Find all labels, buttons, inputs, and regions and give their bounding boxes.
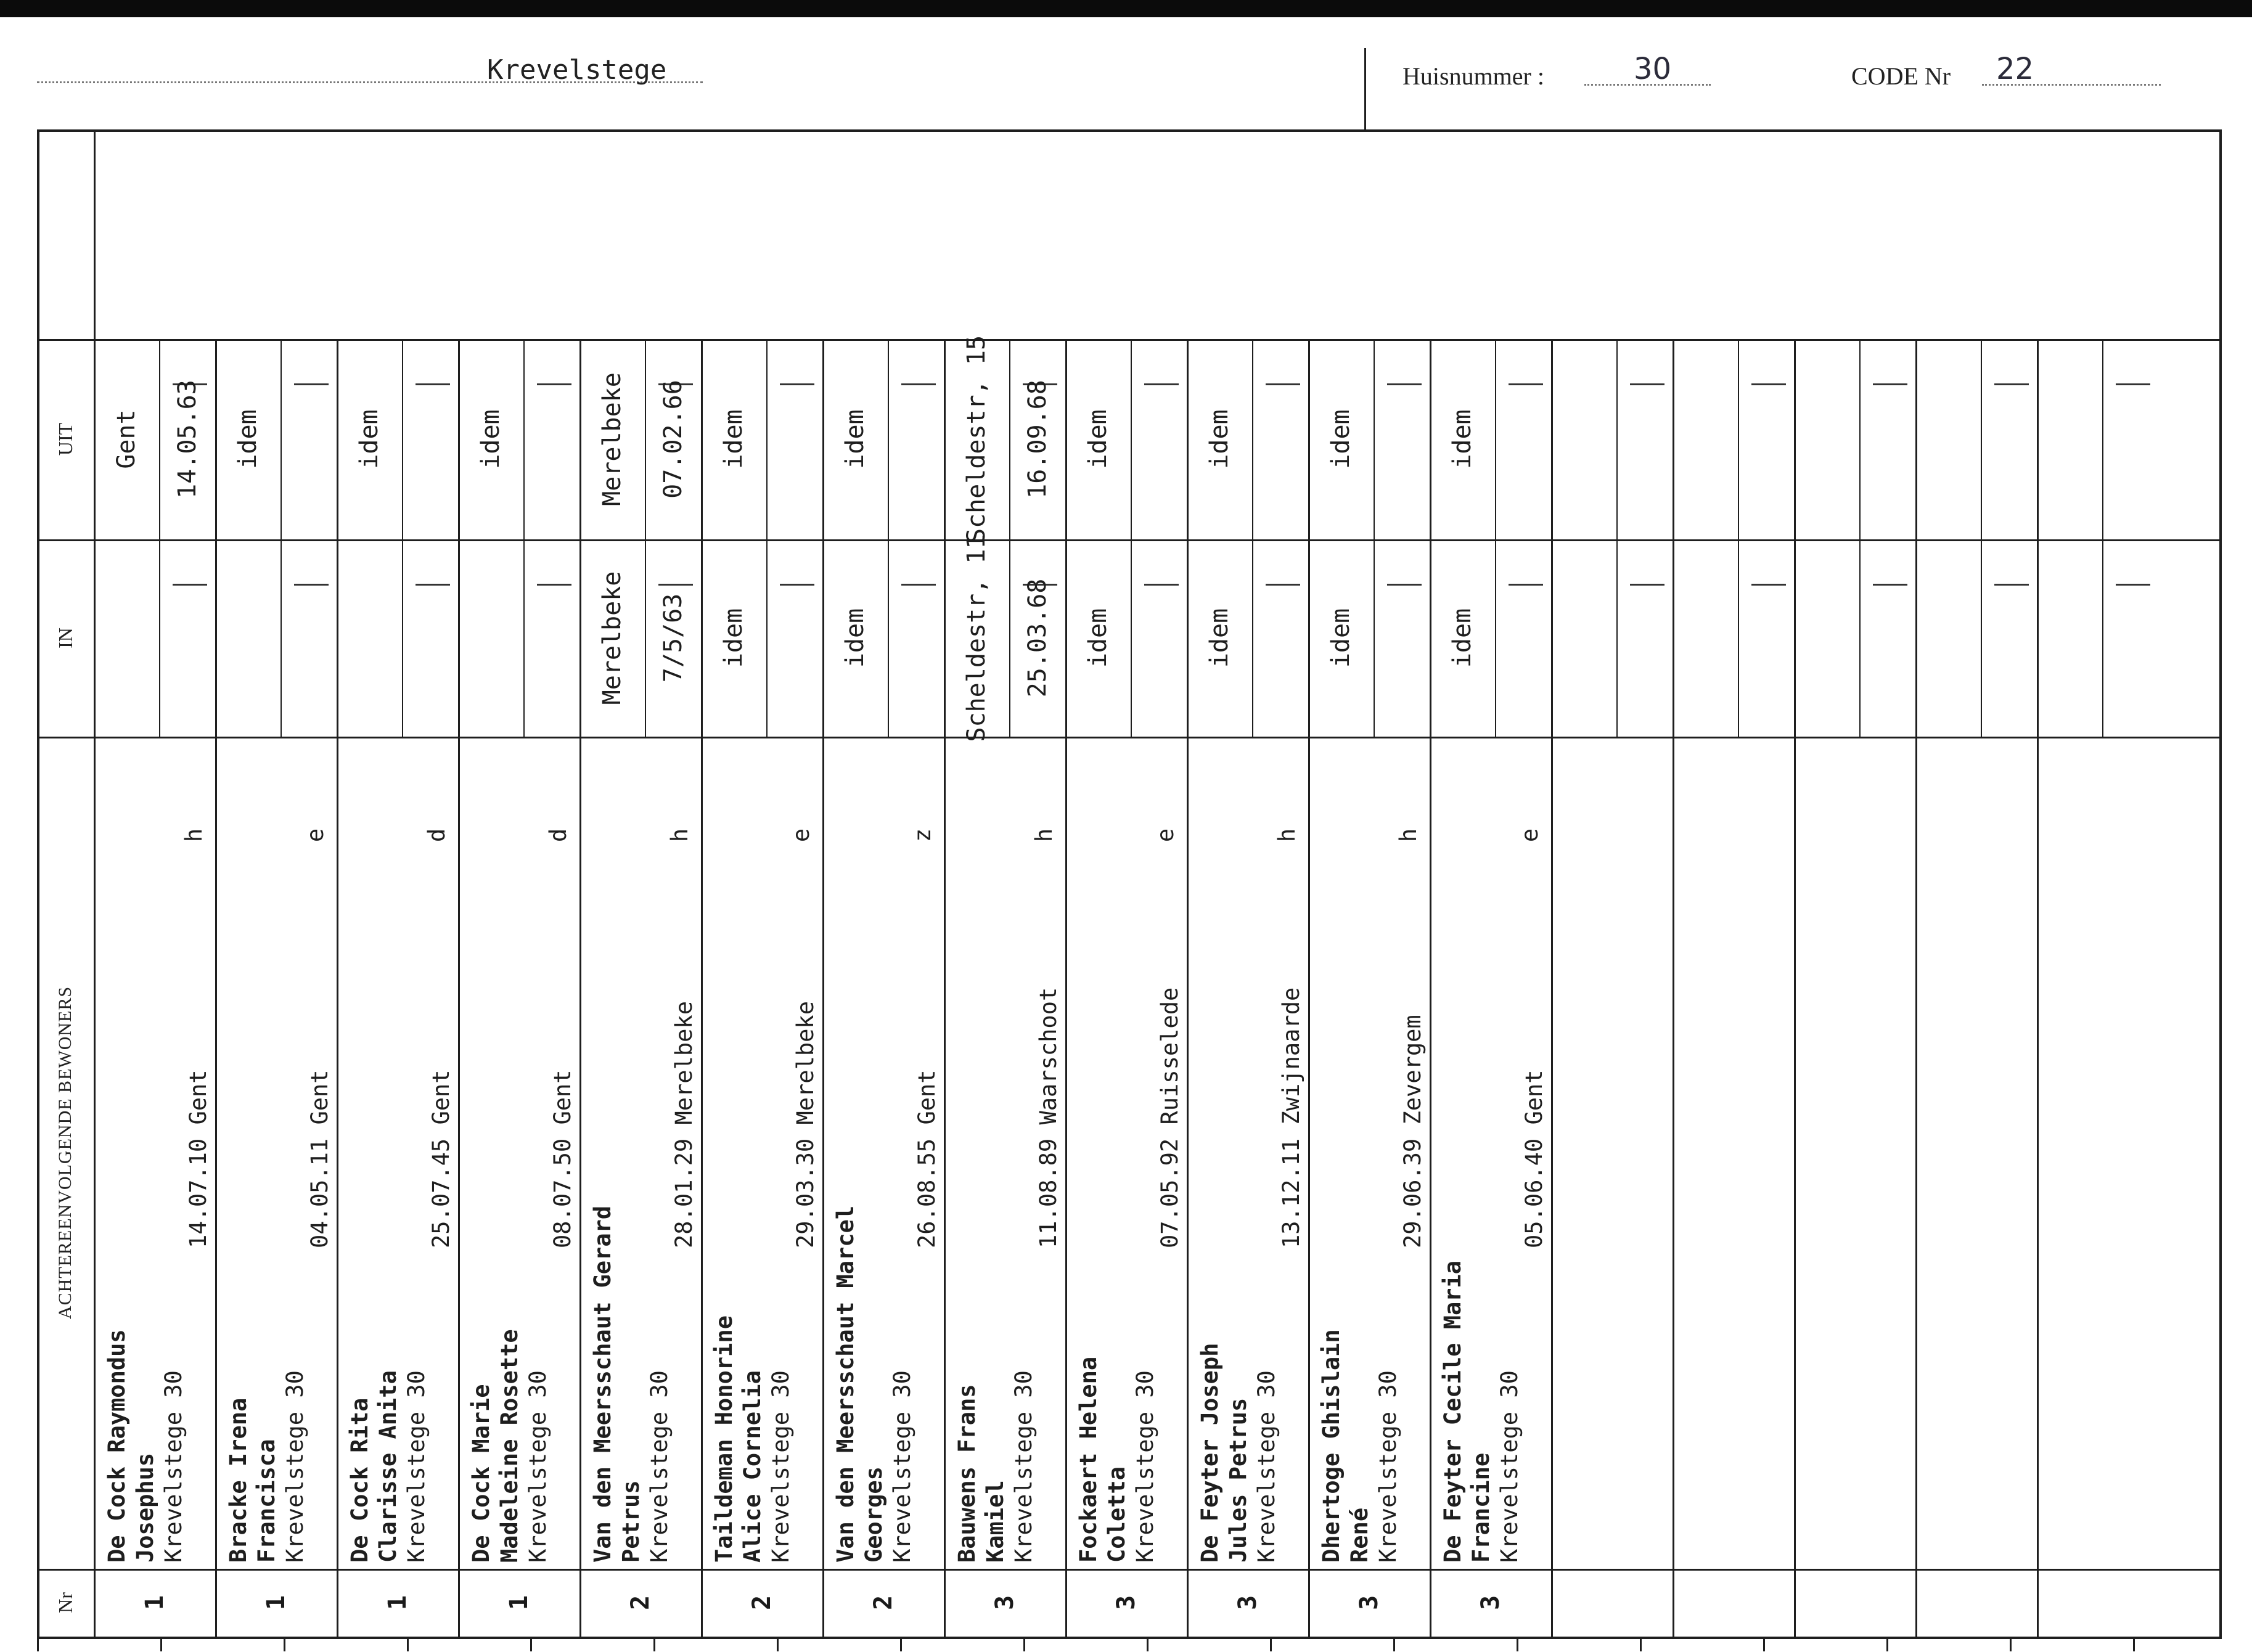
- column-label-in: [37, 539, 94, 737]
- resident-mark: [543, 737, 573, 934]
- resident-mark: [1514, 737, 1545, 934]
- resident-name-line-1-text: De Feyter Cecile Maria: [1439, 1260, 1466, 1563]
- in-empty-dash: [1994, 584, 2029, 586]
- resident-in-date: [1131, 539, 1187, 737]
- resident-mark: [1271, 737, 1302, 934]
- resident-name-line-1: [1317, 737, 1345, 1563]
- resident-uit-place: [944, 335, 1009, 544]
- resident-nr: [944, 1569, 1065, 1637]
- resident-mark: [1028, 737, 1059, 934]
- resident-mark: [300, 737, 330, 934]
- resident-in-date: [402, 539, 458, 737]
- resident-birth-text: 11.08.89 Waarschoot: [1034, 987, 1062, 1248]
- in-split-15: [1981, 539, 1982, 737]
- resident-mark-text: d: [544, 828, 571, 843]
- resident-name-line-1-text: De Feyter Joseph: [1196, 1343, 1223, 1563]
- resident-uit-place: [337, 339, 402, 539]
- column-label-residents: [37, 737, 94, 1569]
- resident-uit-date: [1374, 339, 1430, 539]
- resident-uit-date: [645, 339, 701, 539]
- bottom-ruler-tick: [1270, 1639, 1272, 1651]
- scan-top-border: [0, 0, 2252, 17]
- resident-name-line-2-text: Francine: [1467, 1452, 1494, 1563]
- resident-name-line-2: [495, 737, 523, 1563]
- resident-name-line-1: [224, 737, 252, 1563]
- column-label-nr-text: Nr: [54, 1592, 76, 1613]
- resident-name-line-2-text: Coletta: [1103, 1466, 1130, 1563]
- resident-name-line-1-text: Bracke Irena: [224, 1397, 252, 1563]
- resident-name-line-2-text: Clarisse Anita: [374, 1370, 401, 1563]
- resident-nr-text: 3: [1354, 1595, 1383, 1611]
- resident-name-line-1-text: Van den Meersschaut Gerard: [589, 1205, 616, 1563]
- resident-nr: [337, 1569, 458, 1637]
- bottom-ruler-tick: [1393, 1639, 1395, 1651]
- resident-name-line-1: [952, 737, 981, 1563]
- resident-name-line-2-text: Georges: [860, 1466, 887, 1563]
- bottom-ruler-tick: [1886, 1639, 1888, 1651]
- resident-uit-place: [1308, 339, 1374, 539]
- resident-uit-place: [1187, 339, 1252, 539]
- bottom-ruler-tick: [1023, 1639, 1025, 1651]
- resident-name-line-1-text: Taildeman Honorine: [710, 1315, 737, 1563]
- resident-in-place-text: idem: [1448, 608, 1476, 668]
- resident-birth-text: 28.01.29 Merelbeke: [670, 1001, 697, 1248]
- in-split-13: [1738, 539, 1739, 737]
- resident-nr-text: 1: [140, 1595, 169, 1611]
- resident-birth-text: 14.07.10 Gent: [184, 1069, 211, 1248]
- resident-name-line-1-text: De Cock Rita: [346, 1397, 373, 1563]
- resident-uit-date-text: 16.09.68: [1023, 380, 1052, 499]
- resident-in-place-text: idem: [1205, 608, 1234, 668]
- bottom-ruler-tick: [2010, 1639, 2012, 1651]
- column-label-uit: [37, 339, 94, 539]
- resident-name-line-1: [1195, 737, 1224, 1563]
- resident-name-line-3-text: Krevelstege 30: [281, 1370, 308, 1563]
- uit-empty-dash: [1630, 383, 1664, 385]
- resident-in-place-text: idem: [719, 608, 748, 668]
- resident-mark-text: e: [1516, 828, 1543, 843]
- resident-nr: [701, 1569, 822, 1637]
- column-divider-14: [1794, 339, 1796, 1637]
- resident-in-date: [645, 539, 701, 737]
- resident-mark: [907, 737, 938, 934]
- resident-nr: [579, 1569, 701, 1637]
- resident-in-place: [1430, 539, 1495, 737]
- resident-mark-text: e: [301, 828, 329, 843]
- resident-name-line-2-text: Petrus: [617, 1480, 644, 1563]
- in-split-14: [1859, 539, 1861, 737]
- house-number-label: Huisnummer :: [1402, 62, 1544, 90]
- resident-nr: [1308, 1569, 1430, 1637]
- resident-in-date: [159, 539, 215, 737]
- resident-name-line-3-text: Krevelstege 30: [1253, 1370, 1280, 1563]
- resident-mark-text: d: [423, 828, 450, 843]
- resident-name-line-2-text: Jules Petrus: [1224, 1397, 1251, 1563]
- resident-nr: [215, 1569, 337, 1637]
- resident-in-date-text: 7/5/63: [658, 593, 687, 683]
- resident-name-line-2-text: Kamiel: [981, 1480, 1009, 1563]
- resident-mark-text: e: [1152, 828, 1179, 843]
- uit-empty-dash: [2116, 383, 2150, 385]
- code-number-value: 22: [1996, 52, 2034, 86]
- resident-uit-place-text: idem: [1205, 409, 1234, 469]
- resident-uit-place-text: Scheldestr, 15: [962, 335, 991, 544]
- resident-nr-text: 3: [1112, 1595, 1140, 1611]
- resident-uit-place-text: idem: [477, 409, 505, 469]
- resident-name-line-2: [131, 737, 159, 1563]
- resident-name-line-1-text: Fockaert Helena: [1075, 1356, 1102, 1563]
- resident-mark-text: e: [787, 828, 814, 843]
- resident-uit-place-text: idem: [841, 409, 869, 469]
- resident-nr-text: 3: [1233, 1595, 1262, 1611]
- resident-nr: [94, 1569, 215, 1637]
- resident-name-line-2: [738, 737, 766, 1563]
- resident-name-line-1: [588, 737, 616, 1563]
- resident-birth-text: 26.08.55 Gent: [913, 1069, 940, 1248]
- resident-uit-place-text: idem: [1448, 409, 1476, 469]
- uit-split-15: [1981, 339, 1982, 539]
- uit-empty-dash: [1751, 383, 1786, 385]
- bottom-ruler-tick: [1640, 1639, 1642, 1651]
- resident-uit-place-text: idem: [355, 409, 383, 469]
- resident-mark: [1150, 737, 1181, 934]
- resident-name-line-2: [981, 737, 1009, 1563]
- resident-in-date-text: 25.03.68: [1023, 578, 1052, 698]
- resident-in-date: [280, 539, 337, 737]
- house-number-value: 30: [1634, 52, 1672, 86]
- resident-birth-text: 04.05.11 Gent: [306, 1069, 333, 1248]
- resident-birth-text: 29.06.39 Zevergem: [1399, 1015, 1426, 1248]
- uit-split-12: [1616, 339, 1618, 539]
- resident-in-place: [215, 539, 280, 737]
- resident-uit-date: [1252, 339, 1308, 539]
- resident-name-line-2-text: Josephus: [131, 1452, 158, 1563]
- resident-mark: [785, 737, 816, 934]
- resident-nr: [1065, 1569, 1187, 1637]
- resident-in-date: [1009, 539, 1065, 737]
- resident-in-place: [701, 539, 766, 737]
- resident-uit-date: [1131, 339, 1187, 539]
- header-divider: [1364, 48, 1366, 131]
- column-divider-15: [1915, 339, 1917, 1637]
- resident-in-place: [94, 539, 159, 737]
- column-divider-13: [1673, 339, 1674, 1637]
- resident-name-line-2: [1224, 737, 1252, 1563]
- resident-uit-place: [822, 339, 888, 539]
- resident-uit-place-text: idem: [234, 409, 262, 469]
- resident-name-line-2: [1467, 737, 1495, 1563]
- in-empty-dash: [1873, 584, 1907, 586]
- column-divider-12: [1551, 339, 1553, 1637]
- resident-name-line-3-text: Krevelstege 30: [160, 1370, 187, 1563]
- bottom-ruler-tick: [1517, 1639, 1518, 1651]
- resident-name-line-1: [710, 737, 738, 1563]
- resident-name-line-2: [616, 737, 645, 1563]
- resident-name-line-3-text: Krevelstege 30: [1496, 1370, 1523, 1563]
- table-border-top: [37, 129, 2219, 132]
- resident-uit-date-text: 07.02.66: [658, 380, 687, 499]
- bottom-ruler-tick: [407, 1639, 409, 1651]
- table-border-bottom: [37, 1637, 2219, 1639]
- resident-name-line-1: [1438, 737, 1467, 1563]
- resident-name-line-1: [345, 737, 374, 1563]
- resident-mark: [664, 737, 695, 934]
- resident-birth-text: 29.03.30 Merelbeke: [792, 1001, 819, 1248]
- resident-mark-text: h: [666, 828, 693, 843]
- resident-in-place: [1187, 539, 1252, 737]
- resident-uit-place: [1430, 339, 1495, 539]
- uit-empty-dash: [1994, 383, 2029, 385]
- uit-split-16: [2102, 339, 2103, 539]
- resident-birth-text: 08.07.50 Gent: [549, 1069, 576, 1248]
- resident-uit-date: [1495, 339, 1551, 539]
- resident-uit-place: [215, 339, 280, 539]
- resident-nr-text: 2: [626, 1595, 655, 1611]
- resident-uit-place-text: Gent: [112, 409, 141, 469]
- resident-name-line-2: [1345, 737, 1374, 1563]
- resident-uit-date: [159, 339, 215, 539]
- resident-mark-text: h: [1394, 828, 1422, 843]
- resident-name-line-1-text: Van den Meersschaut Marcel: [832, 1205, 859, 1563]
- column-label-in-text: IN: [54, 628, 76, 648]
- resident-name-line-1: [831, 737, 859, 1563]
- resident-uit-date: [766, 339, 822, 539]
- uit-empty-dash: [1873, 383, 1907, 385]
- resident-name-line-1-text: De Cock Raymondus: [103, 1329, 130, 1563]
- resident-uit-date: [523, 339, 579, 539]
- resident-nr-text: 1: [261, 1595, 290, 1611]
- resident-in-place-text: idem: [1084, 608, 1112, 668]
- resident-uit-place: [1065, 339, 1131, 539]
- resident-in-place-text: idem: [841, 608, 869, 668]
- resident-uit-place-text: idem: [719, 409, 748, 469]
- resident-uit-date: [1009, 339, 1065, 539]
- resident-name-line-1: [102, 737, 131, 1563]
- resident-mark-text: z: [909, 828, 936, 843]
- bottom-ruler-tick: [653, 1639, 655, 1651]
- resident-uit-place: [94, 339, 159, 539]
- code-label: CODE Nr: [1851, 62, 1951, 90]
- resident-name-line-1-text: Bauwens Frans: [953, 1384, 980, 1563]
- resident-birth-text: 07.05.92 Ruisselede: [1156, 987, 1183, 1248]
- in-split-12: [1616, 539, 1618, 737]
- resident-nr: [1430, 1569, 1551, 1637]
- resident-birth-text: 13.12.11 Zwijnaarde: [1277, 987, 1304, 1248]
- resident-in-date: [1495, 539, 1551, 737]
- column-label-residents-text: ACHTEREENVOLGENDE BEWONERS: [55, 986, 75, 1320]
- resident-name-line-1-text: Dhertoge Ghislain: [1317, 1329, 1345, 1563]
- resident-name-line-3-text: Krevelstege 30: [524, 1370, 551, 1563]
- resident-name-line-2: [1102, 737, 1131, 1563]
- resident-mark-text: h: [1030, 828, 1057, 843]
- resident-name-line-2: [374, 737, 402, 1563]
- resident-name-line-1: [1074, 737, 1102, 1563]
- in-empty-dash: [1630, 584, 1664, 586]
- resident-name-line-2-text: René: [1346, 1507, 1373, 1563]
- bottom-ruler-tick: [777, 1639, 779, 1651]
- resident-name-line-1-text: De Cock Marie: [467, 1384, 494, 1563]
- resident-in-date: [523, 539, 579, 737]
- resident-in-place: [1308, 539, 1374, 737]
- street-name: Krevelstege: [487, 54, 667, 86]
- bottom-ruler-tick: [1763, 1639, 1765, 1651]
- resident-mark: [421, 737, 452, 934]
- table-border-right: [2219, 129, 2222, 1639]
- column-divider-16: [2037, 339, 2039, 1637]
- resident-uit-place-text: idem: [1327, 409, 1355, 469]
- resident-nr-text: 3: [1476, 1595, 1505, 1611]
- resident-in-place-text: Scheldestr, 11: [962, 534, 991, 742]
- resident-in-place-text: Merelbeke: [598, 571, 626, 705]
- resident-in-place: [579, 539, 645, 737]
- bottom-ruler-tick: [2133, 1639, 2135, 1651]
- uit-split-14: [1859, 339, 1861, 539]
- resident-name-line-2-text: Madeleine Rosette: [496, 1329, 523, 1563]
- resident-uit-date: [280, 339, 337, 539]
- resident-name-line-3-text: Krevelstege 30: [888, 1370, 915, 1563]
- resident-in-place: [458, 539, 523, 737]
- resident-in-date: [1374, 539, 1430, 737]
- resident-birth-text: 05.06.40 Gent: [1520, 1069, 1547, 1248]
- resident-nr-text: 3: [990, 1595, 1019, 1611]
- resident-in-date: [766, 539, 822, 737]
- resident-uit-place: [458, 339, 523, 539]
- resident-in-place: [1065, 539, 1131, 737]
- resident-name-line-3-text: Krevelstege 30: [403, 1370, 430, 1563]
- resident-name-line-3-text: Krevelstege 30: [1131, 1370, 1158, 1563]
- resident-nr: [1187, 1569, 1308, 1637]
- resident-uit-place: [701, 339, 766, 539]
- resident-mark: [1393, 737, 1423, 934]
- resident-in-place: [944, 534, 1009, 742]
- resident-in-place-text: idem: [1327, 608, 1355, 668]
- bottom-ruler-tick: [284, 1639, 285, 1651]
- resident-name-line-2: [859, 737, 888, 1563]
- resident-name-line-3-text: Krevelstege 30: [767, 1370, 794, 1563]
- in-empty-dash: [2116, 584, 2150, 586]
- resident-nr: [458, 1569, 579, 1637]
- resident-uit-place: [579, 339, 645, 539]
- resident-uit-place-text: Merelbeke: [598, 372, 626, 506]
- resident-uit-place-text: idem: [1084, 409, 1112, 469]
- resident-birth-text: 25.07.45 Gent: [427, 1069, 454, 1248]
- in-empty-dash: [1751, 584, 1786, 586]
- resident-uit-date-text: 14.05.63: [173, 380, 202, 499]
- resident-in-date: [1252, 539, 1308, 737]
- column-label-nr: [37, 1569, 94, 1637]
- resident-in-place: [337, 539, 402, 737]
- resident-name-line-3-text: Krevelstege 30: [1010, 1370, 1037, 1563]
- resident-uit-date: [402, 339, 458, 539]
- in-split-16: [2102, 539, 2103, 737]
- bottom-ruler-tick: [900, 1639, 902, 1651]
- resident-nr-text: 1: [383, 1595, 412, 1611]
- resident-nr-text: 2: [869, 1595, 898, 1611]
- column-label-uit-text: UIT: [54, 422, 76, 456]
- resident-nr-text: 1: [504, 1595, 533, 1611]
- resident-name-line-2-text: Alice Cornelia: [739, 1370, 766, 1563]
- bottom-ruler-tick: [1147, 1639, 1149, 1651]
- resident-nr-text: 2: [747, 1595, 776, 1611]
- resident-in-place: [822, 539, 888, 737]
- resident-in-date: [888, 539, 944, 737]
- resident-mark-text: h: [180, 828, 207, 843]
- resident-mark-text: h: [1273, 828, 1300, 843]
- resident-nr: [822, 1569, 944, 1637]
- resident-uit-date: [888, 339, 944, 539]
- resident-name-line-3-text: Krevelstege 30: [1374, 1370, 1401, 1563]
- bottom-ruler-tick: [37, 1639, 39, 1651]
- bottom-ruler-tick: [160, 1639, 162, 1651]
- bottom-ruler-tick: [530, 1639, 532, 1651]
- resident-name-line-3-text: Krevelstege 30: [645, 1370, 673, 1563]
- resident-name-line-2: [252, 737, 280, 1563]
- uit-split-13: [1738, 339, 1739, 539]
- resident-name-line-1: [467, 737, 495, 1563]
- resident-name-line-2-text: Francisca: [253, 1439, 280, 1563]
- resident-mark: [178, 737, 209, 934]
